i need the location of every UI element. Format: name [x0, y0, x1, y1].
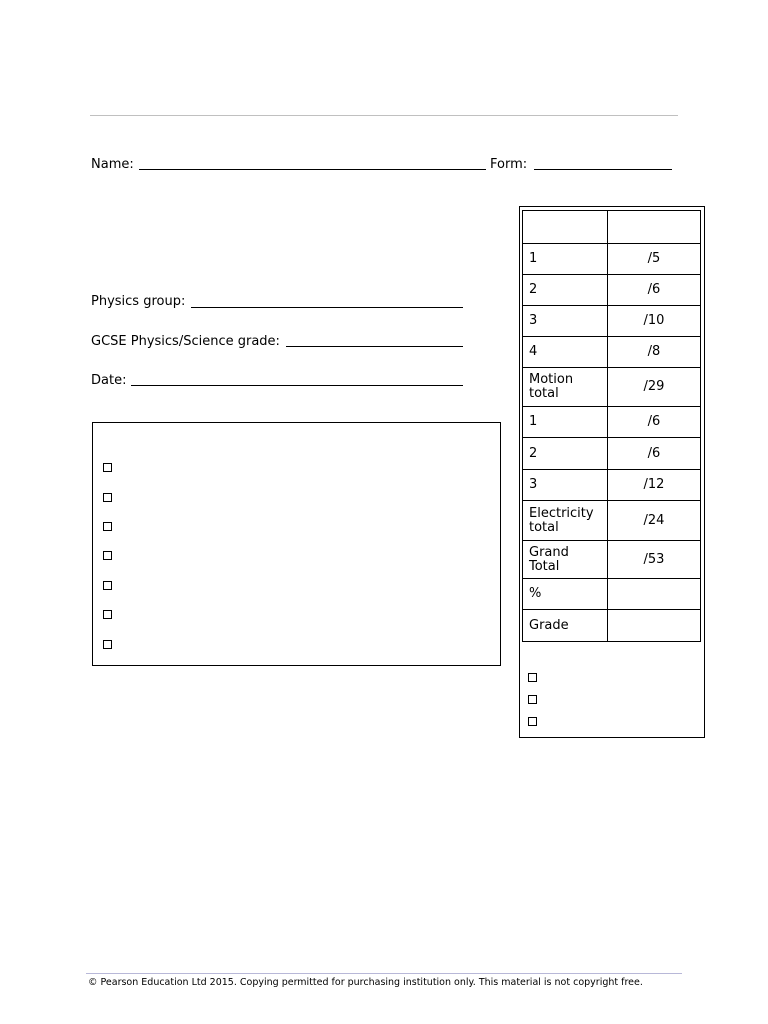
header-rule [90, 115, 678, 116]
question-label: 3 [523, 306, 608, 337]
checklist-checkbox[interactable] [103, 551, 112, 560]
question-label: 4 [523, 337, 608, 368]
score-checkbox[interactable] [528, 717, 537, 726]
score-row [523, 470, 701, 501]
question-max-mark[interactable]: /12 [608, 470, 701, 501]
grand-total-max[interactable]: /53 [608, 541, 701, 579]
score-row [523, 438, 701, 470]
gcse-grade-label: GCSE Physics/Science grade: [91, 334, 280, 349]
checklist-checkbox[interactable] [103, 610, 112, 619]
score-row [523, 579, 701, 610]
date-field[interactable] [131, 385, 463, 386]
question-label: 2 [523, 275, 608, 306]
score-checkbox[interactable] [528, 673, 537, 682]
grand-total-label: Grand Total [523, 541, 608, 579]
question-max-mark[interactable]: /5 [608, 244, 701, 275]
checklist-checkbox[interactable] [103, 640, 112, 649]
score-row [523, 306, 701, 337]
physics-group-field[interactable] [191, 307, 463, 308]
name-label: Name: [91, 157, 134, 172]
score-row-subtotal [523, 501, 701, 541]
question-label: 1 [523, 244, 608, 275]
score-row [523, 337, 701, 368]
grade-value[interactable] [608, 610, 701, 642]
question-label: 2 [523, 438, 608, 470]
gcse-grade-field[interactable] [286, 346, 463, 347]
question-label: 3 [523, 470, 608, 501]
electricity-total-label: Electricity total [523, 501, 608, 541]
motion-total-label: Motion total [523, 368, 608, 407]
checklist-checkbox[interactable] [103, 581, 112, 590]
checklist-checkbox[interactable] [103, 522, 112, 531]
score-row [523, 244, 701, 275]
score-header-label [523, 211, 608, 244]
question-max-mark[interactable]: /8 [608, 337, 701, 368]
question-max-mark[interactable]: /6 [608, 438, 701, 470]
percent-label: % [523, 579, 608, 610]
score-row-subtotal [523, 368, 701, 407]
score-row [523, 407, 701, 438]
percent-value[interactable] [608, 579, 701, 610]
motion-total-max[interactable]: /29 [608, 368, 701, 407]
form-field[interactable] [534, 169, 672, 170]
question-label: 1 [523, 407, 608, 438]
checklist-box [92, 422, 501, 666]
name-field[interactable] [139, 169, 486, 170]
question-max-mark[interactable]: /6 [608, 407, 701, 438]
grade-label: Grade [523, 610, 608, 642]
score-row-total [523, 541, 701, 579]
score-header-max [608, 211, 701, 244]
checklist-checkbox[interactable] [103, 463, 112, 472]
footer-rule [86, 973, 682, 974]
copyright-footer: © Pearson Education Ltd 2015. Copying permitted for purchasing institution only. This material is not copyright free. [88, 977, 643, 988]
question-max-mark[interactable]: /10 [608, 306, 701, 337]
question-max-mark[interactable]: /6 [608, 275, 701, 306]
score-table [522, 210, 701, 642]
physics-group-label: Physics group: [91, 294, 186, 309]
score-row [523, 610, 701, 642]
form-label: Form: [490, 157, 528, 172]
electricity-total-max[interactable]: /24 [608, 501, 701, 541]
date-label: Date: [91, 373, 127, 388]
score-checkbox[interactable] [528, 695, 537, 704]
score-header-row [523, 211, 701, 244]
score-row [523, 275, 701, 306]
checklist-checkbox[interactable] [103, 493, 112, 502]
